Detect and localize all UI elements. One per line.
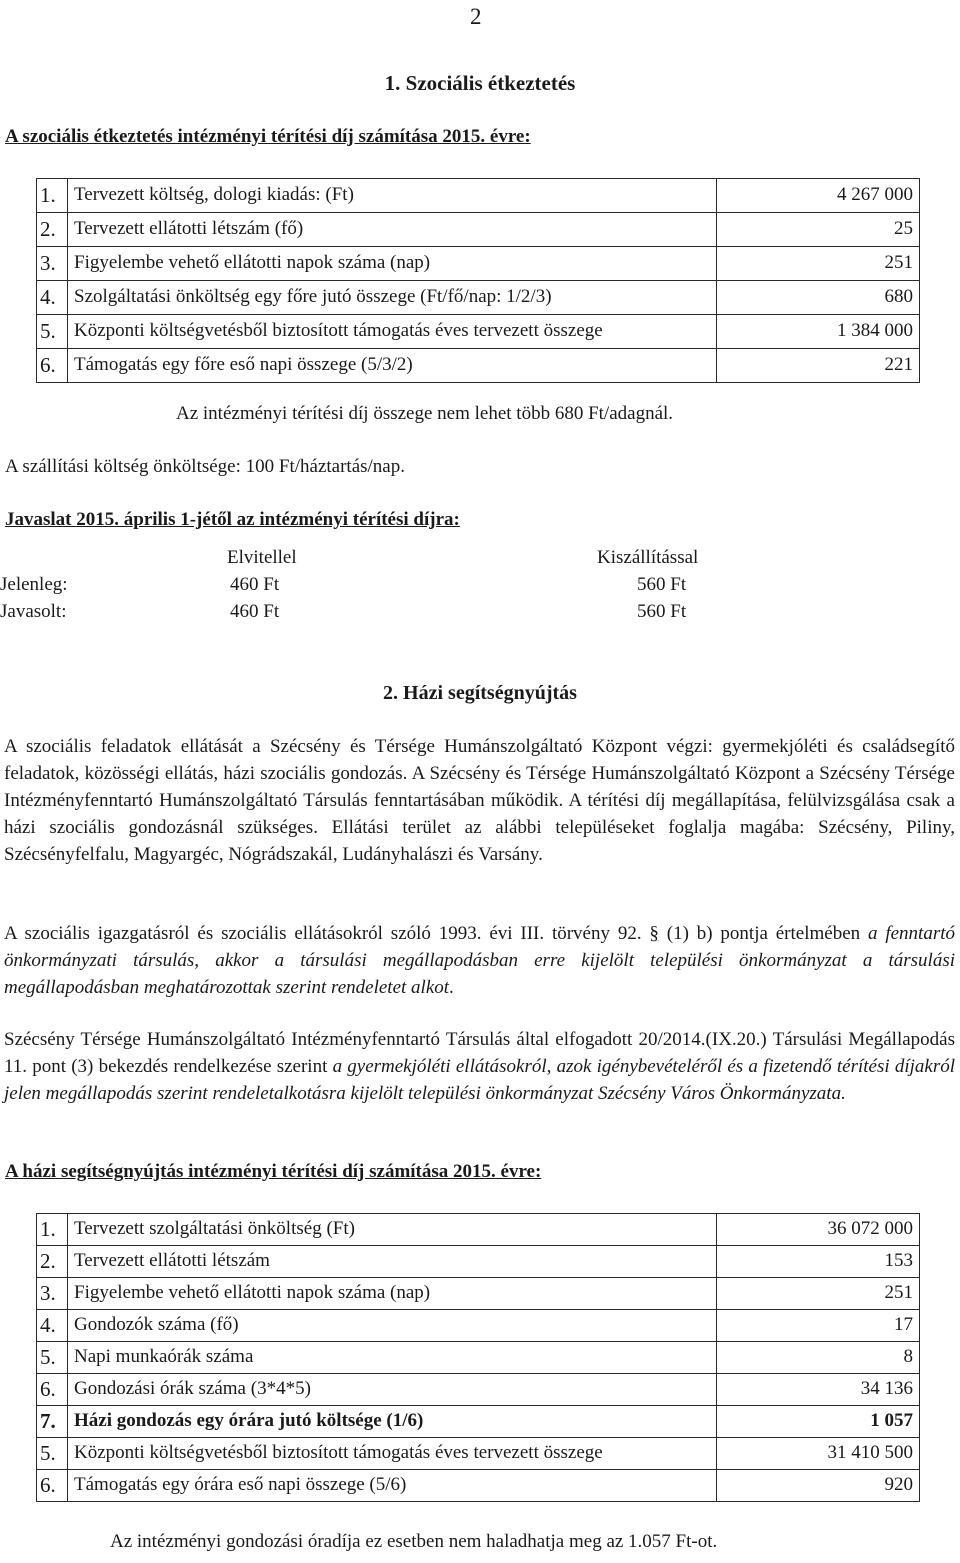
row-number: 5. [37,1438,68,1470]
row-number: 6. [37,1470,68,1502]
row-label: Szolgáltatási önköltség egy főre jutó összege (Ft/fő/nap: 1/2/3) [68,281,717,315]
law-italic-text: a fenntartó önkormányzati társulás, akkor a társulási megállapodásban erre kijelölt települési önkormányzat a társulási megállapodásban meghatározottak szerint rendeletet alkot [4,923,955,998]
row-number: 4. [37,1310,68,1342]
row-label: Figyelembe vehető ellátotti napok száma (nap) [68,1278,717,1310]
row-number: 6. [37,349,68,383]
row-label: Figyelembe vehető ellátotti napok száma (nap) [68,247,717,281]
row-label: Központi költségvetésből biztosított támogatás éves tervezett összege [68,315,717,349]
row-number: 3. [37,1278,68,1310]
table-row [37,1470,920,1502]
row-number: 5. [37,1342,68,1374]
proposal-row-value: 460 Ft [230,601,280,622]
row-label: Napi munkaórák száma [68,1342,717,1374]
proposal-row-label: Javasolt: [0,601,67,622]
row-value: 8 [717,1342,920,1374]
table-row [37,1342,920,1374]
paragraph-agreement [4,1026,955,1107]
note-max-fee: Az intézményi térítési díj összege nem lehet több 680 Ft/adagnál. [176,403,674,424]
agreement-italic-text: a gyermekjóléti ellátásokról, azok igénybevételéről és a fizetendő térítési díjakról jelen megállapodás szerint rendeletalkotásra kijelölt települési önkormányzat Szécsény Város Önkormányzata. [4,1056,956,1104]
section2-calc-title: A házi segítségnyújtás intézményi térítési díj számítása 2015. évre: [5,1161,542,1182]
proposal-row-label: Jelenleg: [0,574,68,595]
row-number: 6. [37,1374,68,1406]
row-number: 7. [37,1406,68,1438]
proposal-col-kiszallitassal: Kiszállítással [597,547,699,568]
law-text-end: . [449,977,454,998]
agreement-text: Szécsény Térsége Humánszolgáltató Intézményfenntartó Társulás által elfogadott 20/2014.(IX.20.) Társulási Megállapodás 11. pont (3) bekezdés rendelkezése szerint [4,1029,955,1077]
table-hazi-segitsegnyujtas [36,1213,920,1502]
proposal-col-elvitellel: Elvitellel [227,547,297,568]
row-value: 4 267 000 [717,179,920,213]
row-value: 221 [717,349,920,383]
table-row [37,247,920,281]
proposal-row-value: 560 Ft [637,601,687,622]
table-etkeztetes [36,178,920,383]
row-label: Támogatás egy főre eső napi összege (5/3/2) [68,349,717,383]
row-label: Tervezett ellátotti létszám [68,1246,717,1278]
table-row [37,1310,920,1342]
table-row [37,349,920,383]
row-value: 251 [717,247,920,281]
row-number: 3. [37,247,68,281]
row-label: Tervezett szolgáltatási önköltség (Ft) [68,1214,717,1246]
row-value: 1 384 000 [717,315,920,349]
proposal-title: Javaslat 2015. április 1-jétől az intézményi térítési díjra: [5,509,460,530]
table-row [37,1374,920,1406]
row-number: 1. [37,179,68,213]
row-value: 153 [717,1246,920,1278]
table-row [37,1214,920,1246]
proposal-row-value: 460 Ft [230,574,280,595]
page-number: 2 [470,4,482,29]
table-row [37,1406,920,1438]
note-transport-cost: A szállítási költség önköltsége: 100 Ft/háztartás/nap. [5,456,405,477]
table-row [37,315,920,349]
row-label: Házi gondozás egy órára jutó költsége (1/6) [68,1406,717,1438]
row-value: 1 057 [717,1406,920,1438]
row-value: 680 [717,281,920,315]
row-label: Gondozók száma (fő) [68,1310,717,1342]
row-number: 2. [37,1246,68,1278]
row-number: 4. [37,281,68,315]
row-number: 2. [37,213,68,247]
table-row [37,1278,920,1310]
row-label: Tervezett ellátotti létszám (fő) [68,213,717,247]
row-value: 251 [717,1278,920,1310]
section1-subtitle: A szociális étkeztetés intézményi térítési díj számítása 2015. évre: [5,126,531,147]
row-label: Központi költségvetésből biztosított támogatás éves tervezett összege [68,1438,717,1470]
row-label: Gondozási órák száma (3*4*5) [68,1374,717,1406]
law-section-sign: § [649,923,659,944]
footer-note: Az intézményi gondozási óradíja ez esetben nem haladhatja meg az 1.057 Ft-ot. [110,1531,718,1552]
row-number: 5. [37,315,68,349]
row-label: Tervezett költség, dologi kiadás: (Ft) [68,179,717,213]
row-number: 1. [37,1214,68,1246]
row-label: Támogatás egy órára eső napi összege (5/6) [68,1470,717,1502]
proposal-row-value: 560 Ft [637,574,687,595]
table-row [37,179,920,213]
row-value: 34 136 [717,1374,920,1406]
row-value: 31 410 500 [717,1438,920,1470]
table-row [37,1246,920,1278]
row-value: 36 072 000 [717,1214,920,1246]
section2-title: 2. Házi segítségnyújtás [383,682,577,704]
row-value: 25 [717,213,920,247]
table-row [37,1438,920,1470]
table-row [37,213,920,247]
section1-title: 1. Szociális étkeztetés [384,71,576,95]
row-value: 920 [717,1470,920,1502]
law-text-b: (1) b) pontja értelmében [658,923,868,944]
table-row [37,281,920,315]
paragraph-law [4,920,955,1001]
row-value: 17 [717,1310,920,1342]
paragraph-intro: A szociális feladatok ellátását a Szécsény és Térsége Humánszolgáltató Központ végzi: gyermekjóléti és családsegítő feladatok, közösségi ellátás, házi szociális gondozás. A Szécsény és Térsége Humánszolgáltató Központ a Szécsény Térsége Intézményfenntartó Humánszolgáltató Társulás fenntartásában működik. A térítési díj megállapítása, felülvizsgálása csak a házi szociális gondozásnál szükséges. Ellátási terület az alábbi településeket foglalja magába: Szécsény, Piliny, Szécsényfelfalu, Magyargéc, Nógrádszakál, Ludányhalászi és Varsány. [4,736,955,865]
law-text: A szociális igazgatásról és szociális ellátásokról szóló 1993. évi III. törvény 92. [4,923,642,944]
